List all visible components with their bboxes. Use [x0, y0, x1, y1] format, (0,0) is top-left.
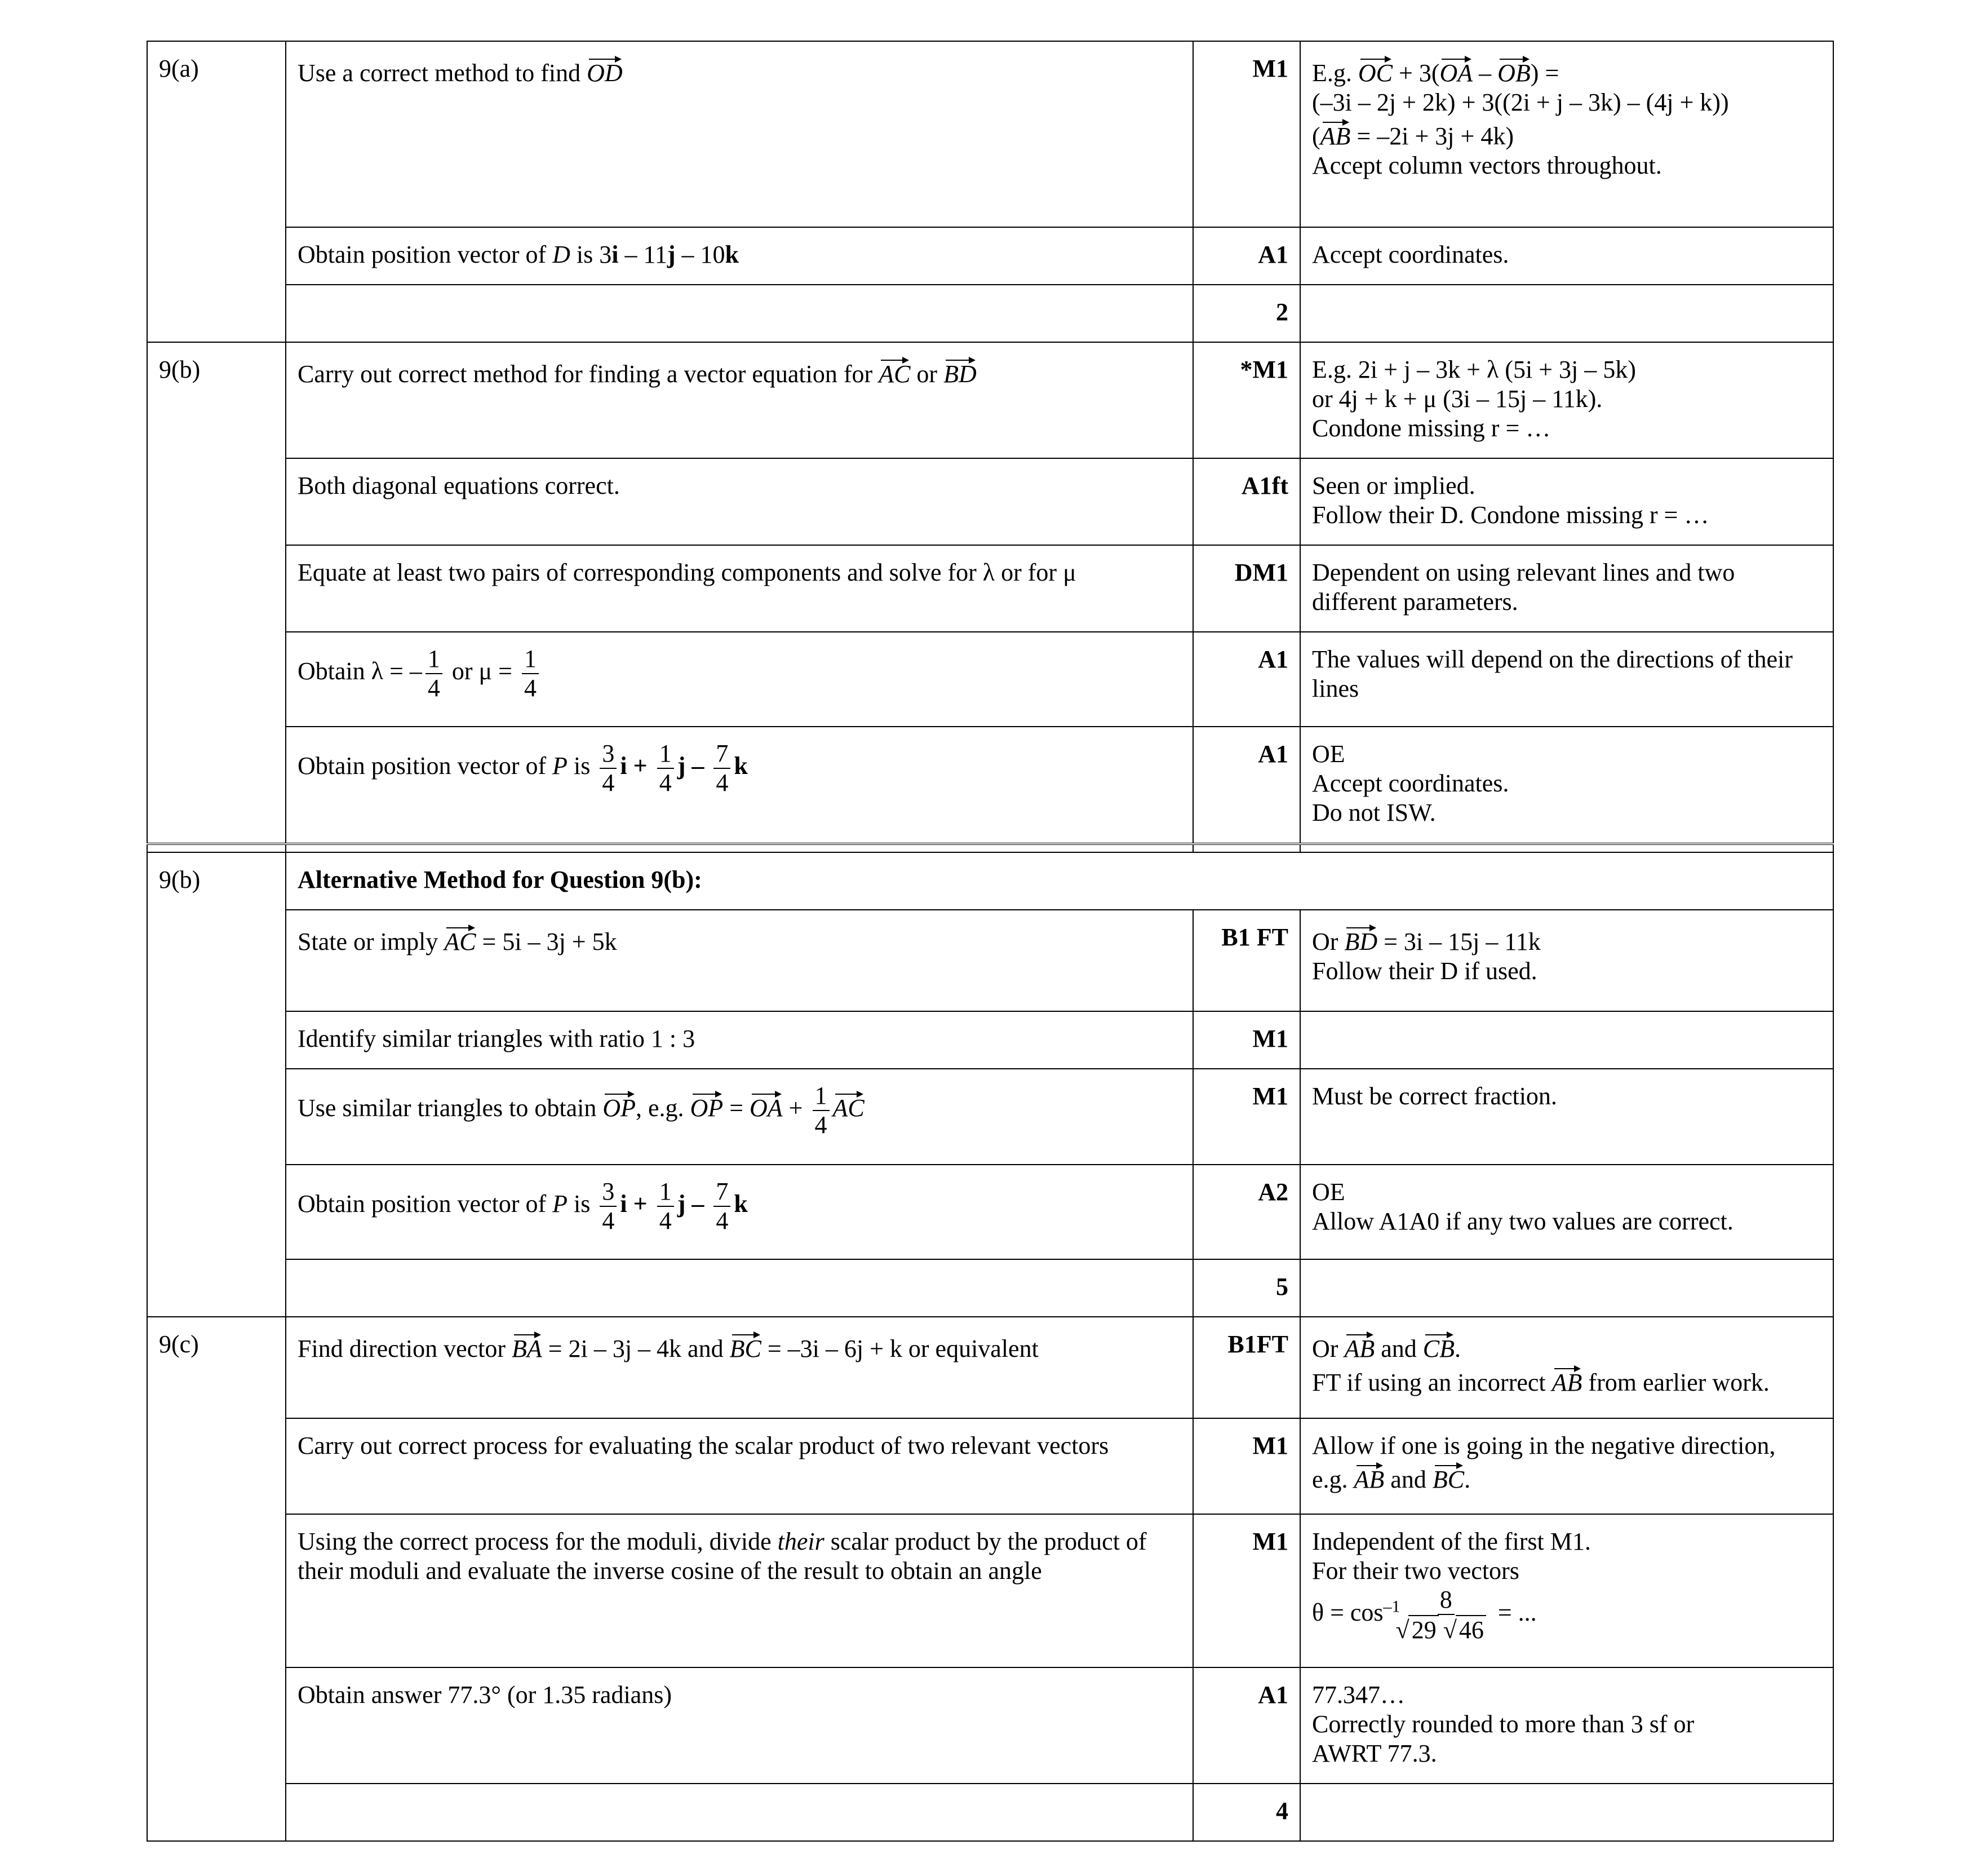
mark-cell: A1: [1193, 1667, 1300, 1784]
guidance-cell: The values will depend on the directions of their lines: [1300, 632, 1833, 727]
table-row: [147, 1011, 1833, 1069]
mark-cell: A1: [1193, 227, 1300, 285]
mark-cell: M1: [1193, 1418, 1300, 1514]
question-number: 9(a): [147, 41, 286, 342]
guidance-cell: [1300, 1784, 1833, 1841]
answer-cell: Both diagonal equations correct.: [286, 458, 1193, 545]
table-row: [147, 910, 1833, 1011]
guidance-cell: 77.347… Correctly rounded to more than 3 sf or AWRT 77.3.: [1300, 1667, 1833, 1784]
answer-cell: State or imply AC = 5i – 3j + 5k: [286, 910, 1193, 1011]
answer-cell: Find direction vector BA = 2i – 3j – 4k and BC = –3i – 6j + k or equivalent: [286, 1317, 1193, 1418]
answer-cell: Obtain λ = – $\frac{1}{4}$ or μ = $\frac{1}{4}$: [286, 632, 1193, 727]
answer-cell: [286, 285, 1193, 342]
guidance-cell: Or AB and CB. FT if using an incorrect AB from earlier work.: [1300, 1317, 1833, 1418]
table-row: [147, 1784, 1833, 1841]
table-row: [147, 1259, 1833, 1317]
total-mark: 2: [1193, 285, 1300, 342]
guidance-cell: Seen or implied. Follow their D. Condone missing r = …: [1300, 458, 1833, 545]
mark-cell: B1 FT: [1193, 910, 1300, 1011]
question-number: 9(b): [147, 342, 286, 844]
answer-cell: Obtain answer 77.3° (or 1.35 radians): [286, 1667, 1193, 1784]
answer-cell: Use similar triangles to obtain OP, e.g. OP = OA + $\frac{1}{4}$ AC: [286, 1069, 1193, 1165]
guidance-cell: Allow if one is going in the negative direction, e.g. AB and BC.: [1300, 1418, 1833, 1514]
guidance-cell: [1300, 285, 1833, 342]
mark-cell: M1: [1193, 1514, 1300, 1667]
guidance-cell: OE Accept coordinates. Do not ISW.: [1300, 727, 1833, 844]
mark-cell: A2: [1193, 1165, 1300, 1259]
mark-cell: M1: [1193, 1011, 1300, 1069]
total-mark: 4: [1193, 1784, 1300, 1841]
table-row: [147, 285, 1833, 342]
table-row: [147, 1418, 1833, 1514]
answer-cell: Carry out correct process for evaluating the scalar product of two relevant vectors: [286, 1418, 1193, 1514]
guidance-cell: Dependent on using relevant lines and two different parameters.: [1300, 545, 1833, 632]
mark-cell: B1FT: [1193, 1317, 1300, 1418]
guidance-cell: [1300, 1011, 1833, 1069]
mark-cell: A1: [1193, 727, 1300, 844]
answer-cell: [286, 1259, 1193, 1317]
mark-scheme-table: [147, 41, 1834, 1842]
guidance-cell: [1300, 1259, 1833, 1317]
table-row: [147, 1667, 1833, 1784]
table-row: [147, 1317, 1833, 1418]
answer-cell: Identify similar triangles with ratio 1 : 3: [286, 1011, 1193, 1069]
section-divider: [147, 844, 1833, 852]
table-row: [147, 632, 1833, 727]
table-row: [147, 1514, 1833, 1667]
answer-cell: Using the correct process for the moduli, divide their scalar product by the product of their moduli and evaluate the inverse cosine of the result to obtain an angle: [286, 1514, 1193, 1667]
guidance-cell: E.g. 2i + j – 3k + λ (5i + 3j – 5k) or 4j + k + μ (3i – 15j – 11k). Condone missing r = …: [1300, 342, 1833, 458]
table-row: [147, 1165, 1833, 1259]
table-row: [147, 458, 1833, 545]
mark-cell: A1: [1193, 632, 1300, 727]
answer-cell: Obtain position vector of D is 3i – 11j – 10k: [286, 227, 1193, 285]
answer-cell: [286, 1784, 1193, 1841]
vector-od: OD: [587, 54, 623, 88]
alternative-method-title: Alternative Method for Question 9(b):: [286, 852, 1833, 910]
table-row: [147, 545, 1833, 632]
mark-cell: M1: [1193, 41, 1300, 227]
mark-cell: *M1: [1193, 342, 1300, 458]
guidance-cell: Must be correct fraction.: [1300, 1069, 1833, 1165]
table-row: [147, 852, 1833, 910]
mark-cell: A1ft: [1193, 458, 1300, 545]
answer-cell: Obtain position vector of P is $\frac{3}{4}$ i + $\frac{1}{4}$ j – $\frac{7}{4}$ k: [286, 1165, 1193, 1259]
table-row: [147, 227, 1833, 285]
question-number: 9(b): [147, 852, 286, 1317]
guidance-cell: Or BD = 3i – 15j – 11k Follow their D if used.: [1300, 910, 1833, 1011]
guidance-cell: OE Allow A1A0 if any two values are correct.: [1300, 1165, 1833, 1259]
mark-cell: DM1: [1193, 545, 1300, 632]
answer-cell: Obtain position vector of P is $\frac{3}{4}$ i + $\frac{1}{4}$ j – $\frac{7}{4}$ k: [286, 727, 1193, 844]
total-mark: 5: [1193, 1259, 1300, 1317]
answer-cell: Carry out correct method for finding a vector equation for AC or BD: [286, 342, 1193, 458]
guidance-cell: Independent of the first M1. For their two vectors $\theta = \cos^{-1}$ 8 √ 29√ 46 = ...: [1300, 1514, 1833, 1667]
table-row: [147, 41, 1833, 227]
answer-cell: Equate at least two pairs of corresponding components and solve for λ or for μ: [286, 545, 1193, 632]
table-row: [147, 727, 1833, 844]
answer-cell: Use a correct method to find OD: [286, 41, 1193, 227]
guidance-cell: Accept coordinates.: [1300, 227, 1833, 285]
table-row: [147, 342, 1833, 458]
question-number: 9(c): [147, 1317, 286, 1841]
table-row: [147, 1069, 1833, 1165]
mark-cell: M1: [1193, 1069, 1300, 1165]
guidance-cell: E.g. OC + 3(OA – OB) = (–3i – 2j + 2k) + 3((2i + j – 3k) – (4j + k)) (AB = –2i + 3j + 4k) Accept column vectors throughout.: [1300, 41, 1833, 227]
